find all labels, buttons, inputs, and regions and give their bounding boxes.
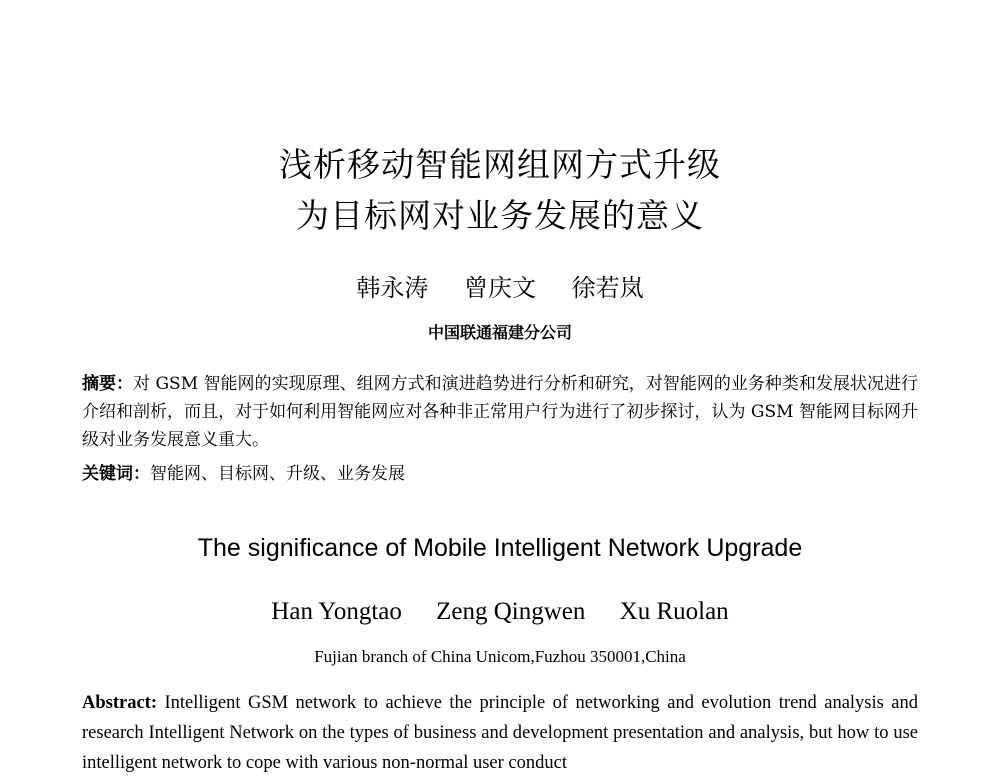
abstract-en-label: Abstract:	[82, 693, 158, 713]
paper-title-cn-line1: 浅析移动智能网组网方式升级	[279, 145, 721, 184]
authors-en	[0, 595, 1000, 629]
abstract-en-text: Intelligent GSM network to achieve the principle of networking and evolution trend analysis and research Intelligent Network on the types of business and development presentation and analysis, but how to use intelligent network to cope with various non-normal user conduct	[82, 693, 919, 773]
author-en-2: Zeng Qingwen	[436, 598, 586, 625]
abstract-cn	[82, 370, 918, 454]
paper-title-cn-line2: 为目标网对业务发展的意义	[296, 196, 704, 235]
affiliation-en: Fujian branch of China Unicom,Fuzhou 350001,China	[314, 647, 686, 666]
abstract-cn-label: 摘要：	[82, 374, 134, 394]
author-cn-3: 徐若岚	[571, 274, 644, 302]
abstract-cn-text: 对 GSM 智能网的实现原理、组网方式和演进趋势进行分析和研究，对智能网的业务种类和发展状况进行介绍和剖析，而且，对于如何利用智能网应对各种非正常用户行为进行了初步探讨，认为 GSM 智能网目标网升级对业务发展意义重大。	[82, 374, 918, 450]
author-en-3: Xu Ruolan	[619, 598, 729, 625]
affiliation-cn: 中国联通福建分公司	[427, 323, 572, 342]
authors-cn	[0, 272, 1000, 304]
paper-title-en: The significance of Mobile Intelligent Network Upgrade	[197, 534, 803, 562]
abstract-en	[82, 688, 918, 778]
author-cn-1: 韩永涛	[356, 274, 429, 302]
author-en-1: Han Yongtao	[271, 598, 402, 625]
keywords-cn-label: 关键词：	[82, 464, 150, 484]
keywords-cn	[82, 460, 918, 488]
keywords-cn-text: 智能网、目标网、升级、业务发展	[150, 464, 405, 484]
author-cn-2: 曾庆文	[464, 274, 536, 302]
